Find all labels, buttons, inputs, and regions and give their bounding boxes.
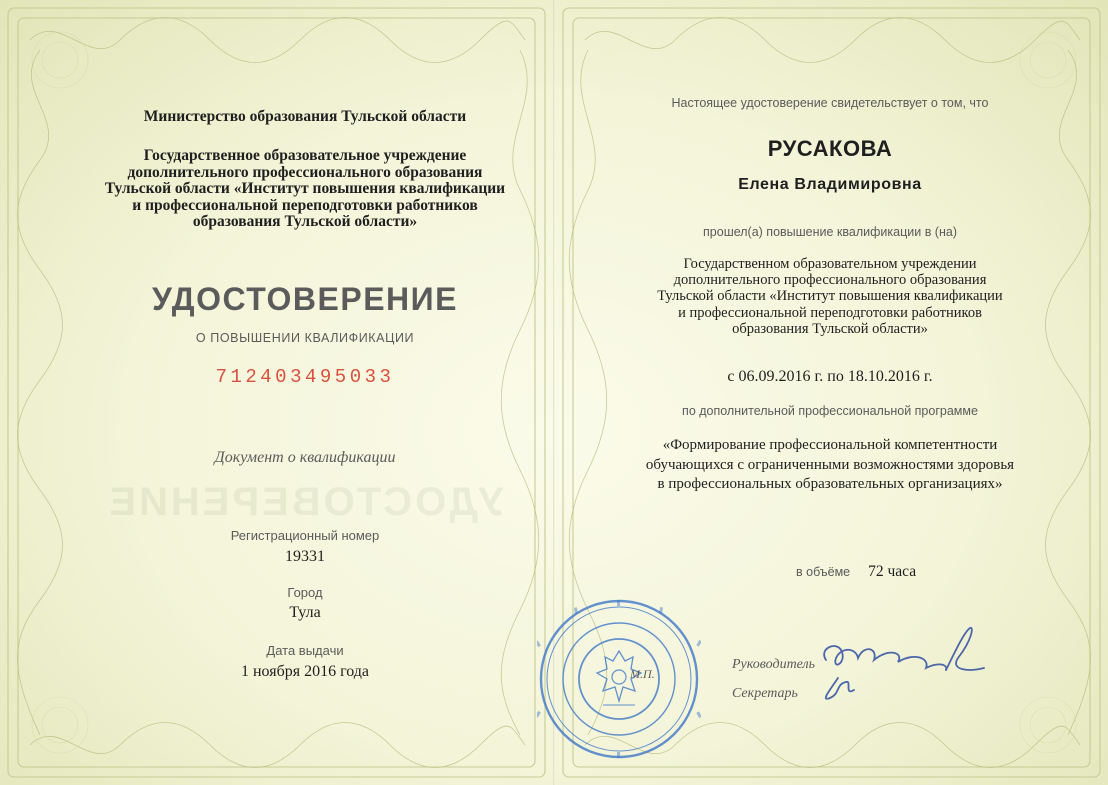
city-value: Тула bbox=[289, 604, 321, 621]
city-label: Город bbox=[287, 585, 323, 600]
document-kind: Документ о квалификации bbox=[214, 449, 396, 466]
institution-line: и профессиональной переподготовки работников bbox=[132, 196, 478, 214]
training-period: с 06.09.2016 г. по 18.10.2016 г. bbox=[727, 368, 933, 385]
institution-line: дополнительного профессионального образования bbox=[673, 272, 987, 289]
program-line: в профессиональных образовательных организациях» bbox=[657, 476, 1003, 492]
registration-number: 19331 bbox=[285, 548, 325, 565]
left-page bbox=[70, 0, 540, 785]
program-line: обучающихся с ограниченными возможностями здоровья bbox=[645, 456, 1015, 473]
issue-date-label: Дата выдачи bbox=[266, 643, 344, 658]
document-subtitle: О ПОВЫШЕНИИ КВАЛИФИКАЦИИ bbox=[195, 331, 415, 345]
stamp-place-mark: М.П. bbox=[630, 667, 655, 681]
institution-line: дополнительного профессионального образования bbox=[127, 163, 483, 181]
institution-line: Государственное образовательное учреждение bbox=[143, 147, 467, 164]
institution-line: образования Тульской области» bbox=[192, 213, 418, 230]
serial-number: 712403495033 bbox=[215, 366, 395, 388]
issuing-institution bbox=[70, 148, 540, 231]
institution-line: Тульской области «Институт повышения квалификации bbox=[657, 288, 1003, 305]
handwritten-signatures bbox=[808, 618, 988, 708]
institution-line: образования Тульской области» bbox=[732, 320, 928, 337]
document-title: УДОСТОВЕРЕНИЕ bbox=[151, 281, 458, 317]
head-signature-label: Руководитель bbox=[732, 657, 816, 672]
show-through-watermark: УДОСТОВЕРЕНИЕ bbox=[106, 480, 504, 524]
training-institution bbox=[580, 256, 1080, 337]
holder-given-names: Елена Владимировна bbox=[738, 176, 922, 193]
program-line: «Формирование профессиональной компетентности bbox=[662, 437, 998, 453]
certificate-lead-text: Настоящее удостоверение свидетельствует о том, что bbox=[671, 96, 989, 110]
passed-training-text: прошел(а) повышение квалификации в (на) bbox=[703, 225, 957, 239]
ministry-name: Министерство образования Тульской области bbox=[143, 108, 467, 125]
official-seal-stamp bbox=[537, 597, 701, 761]
program-label: по дополнительной профессиональной программе bbox=[682, 404, 978, 418]
institution-line: и профессиональной переподготовки работников bbox=[678, 304, 982, 321]
institution-line: Тульской области «Институт повышения квалификации bbox=[104, 180, 506, 197]
volume-label: в объёме bbox=[796, 565, 851, 579]
institution-line: Государственном образовательном учреждении bbox=[683, 256, 977, 272]
training-volume bbox=[796, 563, 916, 581]
holder-surname: РУСАКОВА bbox=[767, 136, 893, 161]
program-title bbox=[580, 436, 1080, 495]
secretary-signature-label: Секретарь bbox=[732, 686, 798, 701]
volume-value: 72 часа bbox=[868, 563, 917, 580]
issue-date: 1 ноября 2016 года bbox=[240, 663, 370, 680]
registration-number-label: Регистрационный номер bbox=[230, 528, 380, 543]
